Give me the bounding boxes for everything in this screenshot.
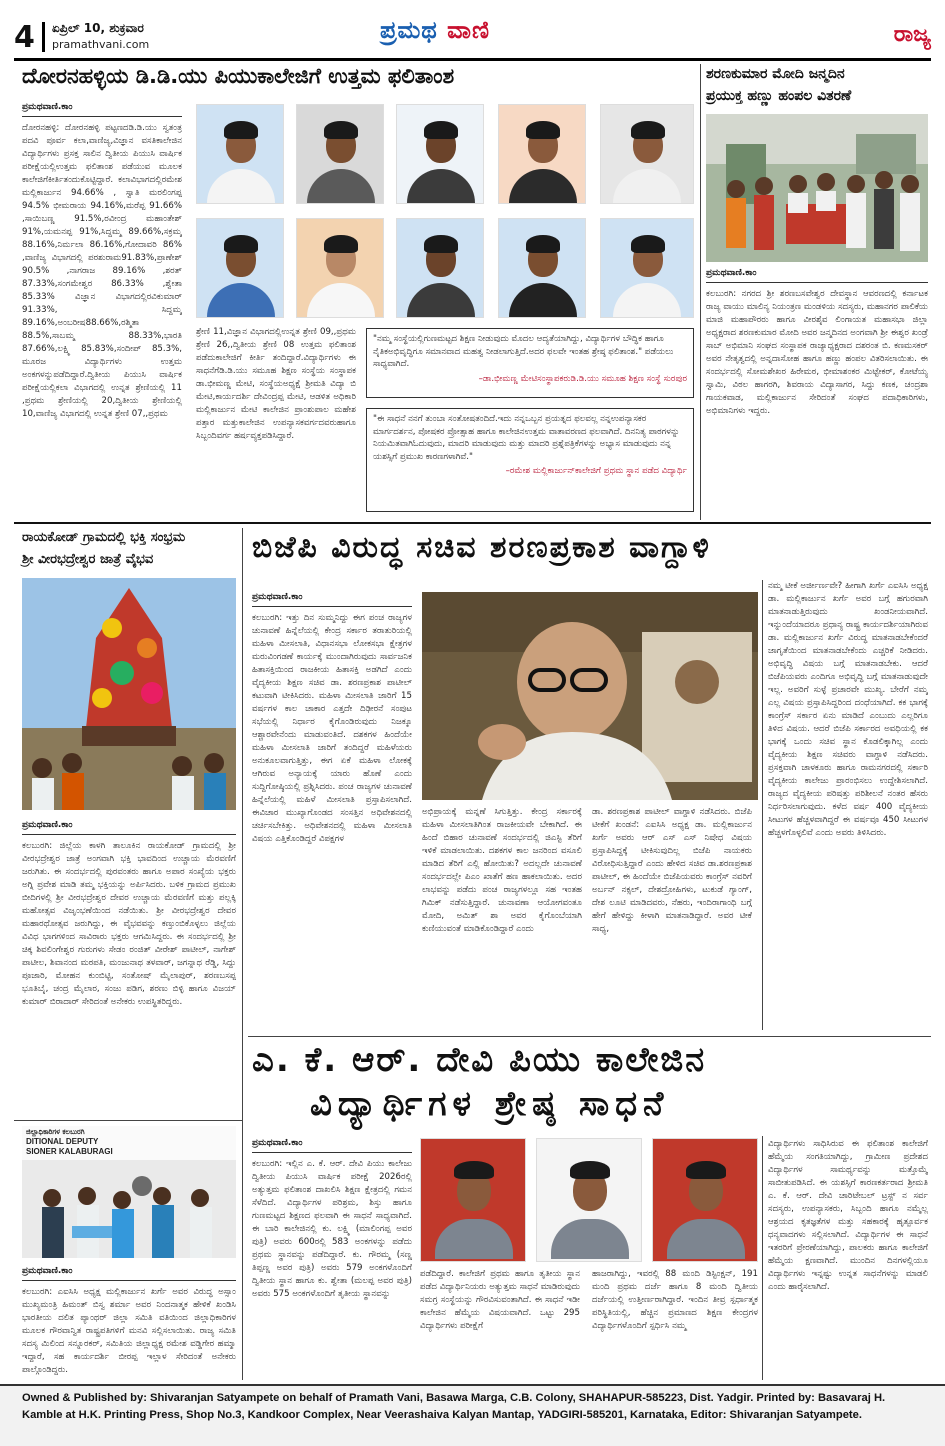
story1-body: ದೋರನಹಳ್ಳಿ: ದೋರನಹಳ್ಳಿ ಪಟ್ಟಣದಡಿ.ಡಿ.ಯು ಸ್ವತಂತ್ರ ಪದವಿ ಪೂರ್ವ ಕಲಾ,ವಾಣಿಜ್ಯ,ವಿಜ್ಞಾನ ವಸತಿಕಾಲೇಜಿನ ವಿದ್ಯಾರ್ಥಿಗಳು ಪ್ರಸಕ್ತ ಸಾಲಿನ ದ್ವಿತೀಯ ಪಿಯುಸಿ ವಾರ್ಷಿಕ ಪರೀಕ್ಷೆಯಲ್ಲಿಉತ್ತಮ ಫಲಿತಾಂಶ ಪಡೆಯುವ ಮೂಲಕ ಕಾಲೇಜಿಗೆಕೀರ್ತಿತಂದುಕೊಟ್ಟಿದ್ದಾರೆ. ಕಲಾವಿಭಾಗದಲ್ಲಿರಮೇಶ ಮಲ್ಲಿಕಾರ್ಜುನ 94.66% , ಸ್ವಾತಿ ಮರಲಿಂಗಪ್ಪ 94.5% ಭೀಮರಾಯ 94.16%,ಮರೆಪ್ಪ 91.66% ,ಸಾಯಿಬಣ್ಣ 91.5%,ರವೀಂದ್ರ ಮಹಾಂತೇಶ್ 91%,ಯಮನಪ್ಪ 91%,ಸಿದ್ದಮ್ಮ 89.66%,ಸಕ್ರಮ್ಮ 88.16%,ನಿರ್ಮಲಾ 86.16%,ಗೋದಾವರಿ 86% ,ವಾಣಿಜ್ಯ ವಿಭಾಗದಲ್ಲಿ ಪರಶುರಾಮ91.83%,ಪ್ರಾಣೇಶ್ 90.5% ,ನಾಗರಾಜ 89.16% ,ಶರತ್ 87.33%,ಸಂಗಮೇಶ್ವರ 86.33% ,ಶ್ವೇತಾ 85.33% ವಿಜ್ಞಾನ ವಿಭಾಗದಲ್ಲಿರವಿಕುಮಾರ್ 91.33%, ಸಿದ್ದಮ್ಮ 89.16%,ಅಂಬರೀಷ88.66%,ರಶ್ಮಿತಾ 88.5%,ಸಾಬಮ್ಮ 88.33%,ಭಾರತಿ 87.66%,ಲಕ್ಷ್ಮಿ 85.83%,ಸಂದೀಪ್ 85.3%, ಮೂರಜ ವಿದ್ಯಾರ್ಥಿಗಳು ಉತ್ತಮ ಅಂಕಗಳನ್ನುಪಡೆದಿದ್ದಾರೆ.ದ್ವಿತೀಯ ಪಿಯುಸಿ ವಾರ್ಷಿಕ ಪರೀಕ್ಷೆಯಲ್ಲಿಕಲಾ ವಿಭಾಗದಲ್ಲಿ ಉನ್ನತ ಶ್ರೇಣಿಯಲ್ಲಿ 11 ,ಪ್ರಥಮ ಶ್ರೇಣಿಯಲ್ಲಿ 20,ದ್ವಿತೀಯ ಶ್ರೇಣಿಯಲ್ಲಿ 10,ವಾಣಿಜ್ಯ ವಿಭಾಗದಲ್ಲಿ ಉನ್ನತ ಶ್ರೇಣಿ 07,,ಪ್ರಥಮ [22, 123, 182, 419]
story3-byline: ಪ್ರಮಥವಾಣಿ.ಕಾಂ [22, 820, 73, 830]
story6-body: ಕಲಬುರಗಿ: ಎಐಸಿಸಿ ಅಧ್ಯಕ್ಷ ಮಲ್ಲಿಕಾರ್ಜುನ ಖರ್ಗೆ ಅವರ ವಿರುದ್ಧ ಅಸ್ಸಾಂ ಮುಖ್ಯಮಂತ್ರಿ ಹಿಮಂತ್ ಬಿಸ್ವ ಶರ್ಮಾ ಅವರ ನಿಂದನಾತ್ಮಕ ಹೇಳಿಕೆ ಖಂಡಿಸಿ ಭಾರತೀಯ ದಲಿತ ಪ್ಯಾಂಥರ್ ಜಿಲ್ಲಾ ಸಮಿತಿ ವತಿಯಿಂದ ಜಿಲ್ಲಾಧಿಕಾರಿಗಳ ಮೂಲಕ ಗೌರವಾನ್ವಿತ ರಾಷ್ಟ್ರಪತಿಗಳಿಗೆ ಮನವಿ ಸಲ್ಲಿಸಲಾಯಿತು. ರಾಜ್ಯ ಸಮಿತಿ ಸದಸ್ಯ ಮಿಲಿಂದ ಸನ್ನೂರಕರ್, ಸಮಿತಿಯ ಜಿಲ್ಲಾಧ್ಯಕ್ಷ ರಮೇಶ ವಡ್ಡಿಗೇರ ಹಮ್ಮಾ ಇದ್ದಾರೆ, ಸಹ ಕಾರ್ಯದರ್ಶಿ ಬೀರಪ್ಪ ಇಲ್ಲಾಳ ಸೇರಿದಂತೆ ಅನೇಕರು ಪಾಲ್ಗೊಂಡಿದ್ದರು. [22, 1287, 236, 1375]
story4-byline-rule [252, 606, 412, 607]
student-photo [296, 104, 384, 204]
story4-col3: ಡಾ. ಶರಣಪ್ರಕಾಶ ಪಾಟೀಲ್ ವಾಗ್ದಾಳಿ ನಡೆಸಿದರು. ಬಿಜೆಪಿ ಟೀಕೆಗೆ ಖಂಡನೆ: ಎಐಸಿಸಿ ಅಧ್ಯಕ್ಷ ಡಾ. ಮಲ್ಲಿಕಾರ್ಜುನ ಖರ್ಗೆ ಅವರು ಆರ್ ಎಸ್ ಎಸ್ ನಿಷೇಧ ವಿಷಯ ಪ್ರಸ್ತಾಪಿಸಿದ್ದಕ್ಕೆ ಟೀಕಿಸುವುದಿಲ್ಲ ಬಿಜೆಪಿ ನಾಯಕರು ವಿರೋಧಿಸುತ್ತಿದ್ದಾರೆ ಎಂದು ಹೇಳಿದ ಸಚಿವ ಡಾ.ಶರಣಪ್ರಕಾಶ ಪಾಟೀಲ್, ಈ ಹಿಂದೆಯೇ ಬಿಜೆಪಿಯವರು ಕಾಂಗ್ರೆಸ್ ನವರಿಗೆ ಅರ್ಬನ್ ನಕ್ಸಲ್, ದೇಶದ್ರೋಹಿಗಳು, ಟುಕುಡೆ ಗ್ಯಾಂಗ್, ದೇಶ ಲೂಟಿ ಮಾಡಿದವರು, ನೆಹರು, ಇಂದಿರಾಗಾಂಧಿ ಬಗ್ಗೆ ಹೇಗೆ ಹೇಳಿದ್ದು ಕೀಳಾಗಿ ಮಾತನಾಡಿದ್ದಾರೆ. ಅವರ ಟೀಕೆ ಸಾಧ್ಯ, [592, 807, 752, 934]
newspaper-logo [380, 16, 490, 44]
website-link[interactable]: pramathvani.com [52, 38, 150, 51]
crowd-illustration [706, 114, 928, 262]
student-photo [536, 1138, 642, 1262]
story1-headline: ದೋರನಹಳ್ಳಿಯ ಡಿ.ಡಿ.ಯು ಪಿಯುಕಾಲೇಜಿಗೆ ಉತ್ತಮ ಫಲಿತಾಂಶ [22, 64, 455, 88]
student-photo [652, 1138, 758, 1262]
student-photo [600, 218, 694, 318]
quote-signature: –ರಮೇಶ ಮಲ್ಲಿಕಾರ್ಜುನ್‌ಕಾಲೇಜಿಗೆ ಪ್ರಥಮ ಸ್ಥಾನ ಪಡೆದ ವಿದ್ಯಾರ್ಥಿ [505, 466, 687, 476]
story5-byline: ಪ್ರಮಥವಾಣಿ.ಕಾಂ [252, 1138, 303, 1148]
student-photo [396, 104, 484, 204]
minister-illustration [422, 592, 758, 800]
minister-photo [422, 592, 758, 800]
story1-quote-student [366, 408, 694, 512]
story1-body-continued: ಶ್ರೇಣಿ 11,ವಿಜ್ಞಾನ ವಿಭಾಗದಲ್ಲಿಉನ್ನತ ಶ್ರೇಣಿ 09,,ಪ್ರಥಮ ಶ್ರೇಣಿ 26,,ದ್ವಿತೀಯ ಶ್ರೇಣಿ 08 ಉತ್ತಮ ಫಲಿತಾಂಶ ಪಡೆದುಕಾಲೇಜಿಗೆ ಕೀರ್ತಿ ತಂದಿದ್ದಾರೆ.ವಿದ್ಯಾರ್ಥಿಗಳು ಈ ಸಾಧನೆಗೆಡಿ.ಡಿ.ಯು ಸಮೂಹ ಶಿಕ್ಷಣ ಸಂಸ್ಥೆಯ ಸಂಸ್ಥಾಪಕ ಡಾ.ಭೀಮಣ್ಣ ಮೇಟಿ, ಸಂಸ್ಥೆಯಅಧ್ಯಕ್ಷೆ ಶ್ರೀಮತಿ ವಿದ್ಯಾ ಬಿ ಮೇಟಿ,ಕಾರ್ಯದರ್ಶಿ ದೇವಿಂದ್ರಪ್ಪ ಮೇಟಿ, ಆಡಳಿತ ಅಧಿಕಾರಿ ಮಲ್ಲಿಕಾರ್ಜುನ ಮೇಟಿ ಕಾಲೇಜಿನ ಪ್ರಾಂಶುಪಾಲ ಮಹೇಶ ಪತ್ತಾರ ಮತ್ತುಕಾಲೇಜಿನ ಉಪನ್ಯಾಸಕವರ್ಗದವರುಹಾಗೂ ಸಿಬ್ಬಂದಿವರ್ಗ ಹರ್ಷವ್ಯಕ್ತಪಡಿಸಿದ್ದಾರೆ. [196, 327, 356, 441]
story5-col4: ವಿದ್ಯಾರ್ಥಿಗಳು ಸಾಧಿಸಿರುವ ಈ ಫಲಿತಾಂಶ ಕಾಲೇಜಿಗೆ ಹೆಮ್ಮೆಯ ಸಂಗತಿಯಾಗಿದ್ದು, ಗ್ರಾಮೀಣ ಪ್ರದೇಶದ ವಿದ್ಯಾರ್ಥಿಗಳ ಸಾಮರ್ಥ್ಯವನ್ನು ಮತ್ತೊಮ್ಮೆ ಸಾಬೀತುಪಡಿಸಿದೆ. ಈ ಯಶಸ್ಸಿಗೆ ಕಾರಣಕರ್ತರಾದ ಶ್ರೀಮತಿ ಎ. ಕೆ. ಆರ್. ದೇವಿ ಚಾರಿಟೇಬಲ್ ಟ್ರಸ್ಟ್ ನ ಸರ್ವ ಸದಸ್ಯರು, ಉಪನ್ಯಾಸಕರು, ಸಿಬ್ಬಂದಿ ಹಾಗೂ ನಮ್ಮೆಲ್ಲ ಆಶ್ರಯದ ಕೃತಜ್ಞತೆಗಳ ಮತ್ತು ಸಹಕಾರಕ್ಕೆ ಹೃತ್ಪೂರ್ವಕ ಧನ್ಯವಾದಗಳು ಸಲ್ಲಿಸಲಾಗಿದೆ. ವಿದ್ಯಾರ್ಥಿಗಳ ಈ ಸಾಧನೆ ಇತರರಿಗೆ ಪ್ರೇರಣೆಯಾಗಿದ್ದು, ಪಾಲಕರು ಹಾಗೂ ಕಾಲೇಜಿಗೆ ಹೆಮ್ಮೆಯ ಕ್ಷಣವಾಗಿದೆ. ಮುಂದಿನ ದಿನಗಳಲ್ಲಿಯೂ ವಿದ್ಯಾರ್ಥಿಗಳು ಇನ್ನಷ್ಟು ಉನ್ನತ ಸಾಧನೆಗಳನ್ನು ಮಾಡಲಿ ಎಂದು ಹಾರೈಸಲಾಗಿದೆ. [768, 1139, 928, 1292]
page-number: 4 [14, 20, 35, 55]
story1-quote-founder [366, 328, 694, 398]
student-photo [498, 104, 586, 204]
section-divider [14, 1120, 242, 1121]
student-photo [600, 104, 694, 204]
chariot-illustration [22, 578, 236, 810]
story5-col3: ಹಾಜರಾಗಿದ್ದು, ಇವರಲ್ಲಿ 88 ಮಂದಿ ಡಿಸ್ಟಿಂಕ್ಷನ್, 191 ಮಂದಿ ಪ್ರಥಮ ದರ್ಜೆ ಹಾಗೂ 8 ಮಂದಿ ದ್ವಿತೀಯ ದರ್ಜೆಯಲ್ಲಿ ಉತ್ತೀರ್ಣರಾಗಿದ್ದಾರೆ. ಇಂದಿನ ತೀವ್ರ ಸ್ಪರ್ಧಾತ್ಮಕ ಪರಿಸ್ಥಿತಿಯಲ್ಲಿ, ಹೆಚ್ಚಿನ ಪ್ರಮಾಣದ ಶಿಕ್ಷಣ ಕೇಂದ್ರಗಳ ವಿದ್ಯಾರ್ಥಿಗಳೊಂದಿಗೆ ಸ್ಪರ್ಧಿಸಿ ನಮ್ಮ [592, 1269, 758, 1331]
story4-col1: ಕಲಬುರಗಿ: ಇತ್ತು ದಿನ ಸುಮ್ಮನಿದ್ದು ಈಗ ಪಂಚ ರಾಜ್ಯಗಳ ಚುನಾವಣೆ ಹಿನ್ನೆಲೆಯಲ್ಲಿ ಕೇಂದ್ರ ಸರ್ಕಾರ ತರಾತುರಿಯಲ್ಲಿ ಮಹಿಳಾ ಮೀಸಲಾತಿ, ವಿಧಾನಸಭಾ ಲೋಕಸಭಾ ಕ್ಷೇತ್ರಗಳ ಮರುವಿಂಗಡಣೆ ಕಾರ್ಯಕ್ಕೆ ಮುಂದಾಗಿರುವುದು ಸಾರ್ವಜನಿಕ ಹಿತಾಸಕ್ತಿಯಿಂದ ರಾಜಕೀಯ ಹಿತಾಸಕ್ತಿ ಅಡಗಿದೆ ಎಂದು ವೈದ್ಯಕೀಯ ಶಿಕ್ಷಣ ಸಚಿವ ಡಾ. ಶರಣಪ್ರಕಾಶ ಪಾಟೀಲ್ ಕಟುವಾಗಿ ಟೀಕಿಸಿದರು. ಮಹಿಳಾ ಮೀಸಲಾತಿ ಜಾರಿಗೆ 15 ವರ್ಷಗಳ ಕಾಲ ಚಾಕಾರ ಎತ್ತದೇ ದಿಢೀರನೆ ಸಂಪುಟ ಸಭೆಯಲ್ಲಿ ನಿರ್ಧಾರ ಕೈಗೊಂಡಿರುವುದು ನಿಜಕ್ಕೂ ಆಶ್ಚಾರವೇನೆಂದು ಮಾಡುವಂತಿದೆ. ದಶಕಗಳ ಹಿಂದೆಯೇ ಮಹಿಳಾ ಮೀಸಲಾತಿ ಜಾರಿಗೆ ತಂದಿದ್ದರೆ ಮಹಿಳೆಯರು ಅನುಕೂಲವಾಗುತ್ತಿತ್ತು, ಈಗ ಏಕೆ ಮಹಿಳಾ ಲೋಕಕ್ಕೆ ಆಗಿರುವ ಅನ್ಯಾಯಕ್ಕೆ ಯಾರು ಹೊಣೆ ಎಂದು ಸುದ್ದಿಗೋಷ್ಠಿಯಲ್ಲಿ ಪ್ರಶ್ನಿಸಿದರು. ಪಂಚ ರಾಜ್ಯಗಳ ಚುನಾವಣೆ ಹಿನ್ನೆಲೆಯಲ್ಲಿ ಮಹಿಳೆ ಮೀಸಲಾತಿ ಪ್ರಸ್ತಾಪಿಸಲಾಗಿದೆ. ಈವಿಚಾರ ಮುಖ್ಯಾಗೊಂಡದ ಸಂಸತ್ತಿನ ಅಧಿವೇಶನದಲ್ಲಿ ಚರ್ಚಿಸಬೇಕಿತ್ತು. ಅಧಿವೇಶನದಲ್ಲಿ ಮಹಿಳಾ ಮೀಸಲಾತಿ ವಿಷಯ ಎತ್ತಿಕೊಂಡಿದ್ದರೆ ವಿಪಕ್ಷಗಳ [252, 613, 412, 844]
section-divider [14, 522, 931, 524]
column-divider [242, 528, 243, 1380]
student-photo [498, 218, 586, 318]
story5-byline-rule [252, 1152, 412, 1153]
fruit-distribution-photo [706, 114, 928, 262]
column-divider [762, 580, 763, 1030]
issue-date: ಏಪ್ರಿಲ್ 10, ಶುಕ್ರವಾರ [52, 21, 144, 35]
story3-byline-rule [22, 834, 236, 835]
story5-headline-line1: ಎ. ಕೆ. ಆರ್. ದೇವಿ ಪಿಯು ಕಾಲೇಜಿನ [252, 1040, 707, 1080]
student-photo [296, 218, 384, 318]
column-divider [762, 1136, 763, 1380]
story3-headline-line2: ಶ್ರೀ ವೀರಭದ್ರೇಶ್ವರ ಜಾತ್ರೆ ವೈಭವ [22, 552, 154, 567]
quote-signature: –ಡಾ.ಭೀಮಣ್ಣ ಮೇಟಿಸಂಸ್ಥಾಪಕರುಡಿ.ಡಿ.ಯು ಸಮೂಹ ಶಿಕ್ಷಣ ಸಂಸ್ಥೆ ಸುರಪುರ [478, 373, 687, 384]
story6-byline-rule [22, 1280, 236, 1281]
quote-text: "ನಮ್ಮ ಸಂಸ್ಥೆಯಲ್ಲಿಗುಣಮಟ್ಟದ ಶಿಕ್ಷಣ ನೀಡುವುದು ಮೊದಲ ಆದ್ಯತೆಯಾಗಿದ್ದು, ವಿದ್ಯಾರ್ಥಿಗಳ ಬೌದ್ಧಿಕ ಹಾಗೂ ನೈತಿಕಅಭಿವೃದ್ಧಿಗೂ ಸಮಾನವಾದ ಮಹತ್ವ ನೀಡಲಾಗುತ್ತಿದೆ.ಅದರ ಫಲವೇ ಇಂತಹ ಶ್ರೇಷ್ಠ ಫಲಿತಾಂಶ." ಪಡೆಯಲು ಸಾಧ್ಯವಾಗಿದೆ. [373, 334, 674, 369]
footer-imprint: Owned & Published by: Shivaranjan Satyampete on behalf of Pramath Vani, Basawa Marga, C.B. Colony, SHAHAPUR-585223, Dist. Yadgir. Printed by: Basavaraj H. Kamble at H.K. Printing Press, Shop No.3, Kandkoor Complex, Near Veerashaiva Kalyan Mantap, YADGIRI-585201, Karnataka, Editor: Shivaranjan Satyampete. [22, 1392, 886, 1421]
story2-byline-rule [706, 282, 928, 283]
student-photo [396, 218, 484, 318]
story5-col2: ಪಡೆದಿದ್ದಾರೆ. ಕಾಲೇಜಿಗೆ ಪ್ರಥಮ ಹಾಗೂ ತೃತೀಯ ಸ್ಥಾನ ಪಡೆದ ವಿದ್ಯಾರ್ಥಿನಿಯರು ಅತ್ಯುತ್ತಮ ಸಾಧನೆ ಮಾಡಿರುವುದು ಸಮಗ್ರ ಸಂಸ್ಥೆಯನ್ನು ಗೌರವಿಸುವಂತಾಗಿದೆ. ಈ ಸಾಧನೆ ಇಡೀ ಕಾಲೇಜಿನ ಹೆಮ್ಮೆಯ ವಿಷಯವಾಗಿದೆ. ಒಟ್ಟು 295 ವಿದ್ಯಾರ್ಥಿಗಳು ಪರೀಕ್ಷೆಗೆ [420, 1269, 580, 1331]
section-label: ರಾಜ್ಯ [893, 22, 931, 47]
story3-body: ಕಲಬುರಗಿ: ಜಿಲ್ಲೆಯ ಕಾಳಗಿ ತಾಲೂಕಿನ ರಾಯಕೋಡ್ ಗ್ರಾಮದಲ್ಲಿ ಶ್ರೀ ವೀರಭದ್ರೇಶ್ವರ ಜಾತ್ರೆ ಅಂಗವಾಗಿ ಭಕ್ತಿ ಭಾವದಿಂದ ಉಚ್ಚಾಯ ಮೆರವಣಿಗೆ ಜರುಗಿತು. ಈ ಸಂದರ್ಭದಲ್ಲಿ ಪುರವಂತರು ಹಾಗೂ ಅಪಾರ ಸಂಖ್ಯೆಯ ಭಕ್ತರು ಅಗ್ನಿ ಪ್ರವೇಶ ಮಾಡಿ ತಮ್ಮ ಭಕ್ತಿಯನ್ನು ಅರ್ಪಿಸಿದರು. ಬಳಿಕ ಗ್ರಾಮದ ಪ್ರಮುಖ ಬೀದಿಗಳಲ್ಲಿ ಶ್ರೀ ವೀರಭದ್ರೇಶ್ವರ ದೇವರ ಉಚ್ಚಾಯ ಮೆರವಣಿಗೆ ಮತ್ತು ಪಲ್ಲಕ್ಕಿ ಮಹೋತ್ಸವ ವಿಜೃಂಭಣೆಯಿಂದ ನಡೆಯಿತು. ಶ್ರೀ ವೀರಭದ್ರೇಶ್ವರ ದೇವರ ಮಹಾರಥೋತ್ಸವ ಜರುಗಿದ್ದು, ಈ ವೈಭವವನ್ನು ಕಣ್ತುಂಬಿಕೊಳ್ಳಲು ಜಿಲ್ಲೆಯ ವಿವಿಧ ಭಾಗಗಳಿಂದ ಸಾವಿರಾರು ಭಕ್ತರು ಆಗಮಿಸಿದ್ದರು. ಈ ಸಂದರ್ಭದಲ್ಲಿ ಶ್ರೀ ಚಿಕ್ಕ ಶಿವಲಿಂಗೇಶ್ವರ ಗುರುಗಳು ಸೇಡಂ ರಂಜಿತ್ ವೀರೇಶ್ ಪಾಟೀಲ್, ನಾಗೇಶ್ ಪಾಟೀಲ, ಶಿವಾನಂದ ಮಠಪತಿ, ಮಂಜುನಾಥ ತಳವಾರ್, ಜಗನ್ನಾಥ ರೆಡ್ಡಿ, ಸಿದ್ದು ಪೂಜಾರಿ, ಮೋಹನ ಕುಂಬಿಟ್ಟಿ, ಸಂತೋಷ್ ಮೈಲಾಪುರ್, ಶರಣಬಸಪ್ಪ ಭೂತಿಬೈ, ಚಂದ್ರ ಮೈಲಾರ, ಸಂಜು ಪಡಿಗ, ಶರಣು ಬಿಳ್ಳಿ ಹಾಗೂ ವಿಜಯ್ ಕುಮಾರ್ ಬಿರಾದಾರ್ ಸೇರಿದಂತೆ ಅನೇಕರು ಉಪಸ್ಥಿತರಿದ್ದರು. [22, 841, 236, 1007]
logo-part-2: ವಾಣಿ [447, 16, 491, 44]
quote-text: "ಈ ಸಾಧನೆ ನನಗೆ ತುಂಬಾ ಸಂತೋಷತಂದಿದೆ.ಇದು ನನ್ನಒಬ್ಬನ ಪ್ರಯತ್ನದ ಫಲವಲ್ಲ ನನ್ನಉಪನ್ಯಾಸಕರ ಮಾರ್ಗದರ್ಶನ, ಪೋಷಕರ ಪ್ರೋತ್ಸಾಹ ಹಾಗೂ ಕಾಲೇಜಿನಉತ್ತಮ ವಾತಾವರಣದ ಫಲವಾಗಿದೆ. ದಿನನಿತ್ಯ ಪಾಠಗಳನ್ನು ನಿಯಮಿತವಾಗಿಓದುವುದು, ಮಾದರಿ ಮಾಡುವುದು ಮತ್ತು ಮಾದರಿ ಪ್ರಶ್ನೆಪತ್ರಿಕೆಗಳನ್ನು ಅಭ್ಯಾಸ ಮಾಡುವುದು ನನ್ನ ಯಶಸ್ಸಿಗೆ ಪ್ರಮುಖ ಕಾರಣಗಳಾಗಿವೆ." [373, 414, 680, 462]
memorandum-photo [22, 1126, 236, 1258]
story1-byline-rule [22, 116, 182, 117]
story2-headline-line2: ಪ್ರಯುಕ್ತ ಹಣ್ಣು ಹಂಪಲ ವಿತರಣೆ [706, 88, 852, 104]
sign-line-2: DITIONAL DEPUTY [26, 1137, 99, 1146]
masthead-divider [42, 22, 45, 52]
story4-col2: ಅಭಿಪ್ರಾಯಕ್ಕೆ ಮನ್ನಣೆ ಸಿಗುತ್ತಿತ್ತು. ಕೇಂದ್ರ ಸರ್ಕಾರಕ್ಕೆ ಮಹಿಳಾ ಮೀಸಲಾತಿಗಿಂತ ರಾಜಕೀಯವೇ ಬೇಕಾಗಿದೆ. ಈ ಹಿಂದೆ ಬಿಹಾರ ಚುನಾವಣೆ ಸಂದರ್ಭದಲ್ಲಿ ಜಿಎಸ್ಟಿ ತೆರಿಗೆ ಇಳಿಕೆ ಮಾಡಲಾಯಿತು. ದಶಕಗಳ ಕಾಲ ಜನರಿಂದ ವಸೂಲಿ ಮಾಡಿದ ತೆರಿಗೆ ಎಲ್ಲಿ ಹೋಯಿತು? ಅದಲ್ಲದೇ ಚುನಾವಣೆ ಸಂದರ್ಭದಲ್ಲೇ ಪಿಎಂ ಖಾತೆಗೆ ಹಣ ಹಾಕಲಾಯಿತು. ಅದರ ಲಾಭವನ್ನು ಪಡೆದು ಪಂಚ ರಾಜ್ಯಗಳಲ್ಲೂ ಸಹ ಇಂತಹ ಗಿಮಿಕ್ ನಡೆಸುತ್ತಿದ್ದಾರೆ. ಚುನಾವಣಾ ಆಯೋಗವಂತೂ ಮೋದಿ, ಅಮಿತ್ ಶಾ ಅವರ ಕೈಗೊಂಬೆಯಾಗಿ ಕುಣಿಯುವಂತೆ ಮಾಡಿಕೊಂಡಿದ್ದಾರೆ ಎಂದು [422, 807, 582, 934]
student-photo [196, 218, 284, 318]
column-divider [700, 64, 701, 520]
story5-headline-line2: ವಿದ್ಯಾರ್ಥಿಗಳ ಶ್ರೇಷ್ಠ ಸಾಧನೆ [310, 1084, 670, 1124]
story4-byline: ಪ್ರಮಥವಾಣಿ.ಕಾಂ [252, 592, 303, 602]
story2-byline: ಪ್ರಮಥವಾಣಿ.ಕಾಂ [706, 268, 757, 278]
masthead-rule [14, 58, 931, 61]
jatre-chariot-photo [22, 578, 236, 810]
sign-line-3: SIONER KALABURAGI [26, 1147, 113, 1156]
story4-col4: ನಮ್ಮ ಟೀಕೆ ಅರ್ಜೀರ್ಣವೇ? ಹೀಗಾಗಿ ಖರ್ಗೆ ಎಐಸಿಸಿ ಅಧ್ಯಕ್ಷ ಡಾ. ಮಲ್ಲಿಕಾರ್ಜುನ ಖರ್ಗೆ ಅವರ ಬಗ್ಗೆ ಹಗುರವಾಗಿ ಮಾತನಾಡುತ್ತಿರುವುದು ಖಂಡನೀಯವಾಗಿದೆ. ಇನ್ನುಂದೆಯಾದರೂ ಪ್ರಧಾನ್ಯ ರಾಷ್ಟ್ರ ಕಾರ್ಯದರ್ಶಿಯಾಗಿರುವ ಡಾ. ಮಲ್ಲಿಕಾರ್ಜುನ ಖರ್ಗೆ ವಿರುದ್ಧ ಮಾತನಾಡಬೇಕೆಂದರೆ ಜಾಗೃತೆಯಿಂದ ಮಾತನಾಡಬೇಕೆಂದು ಎಚ್ಚರಿಕೆ ನೀಡಿದರು. ಅಭಿವೃದ್ಧಿ ವಿಷಯ ಬಗ್ಗೆ ಮಾತನಾಡಬೇಕು. ಆದರೆ ಬಿಜೆಪಿಯವರು ಎಂದಿಗೂ ಅಭಿವೃದ್ಧಿ ಬಗ್ಗೆ ಮಾತನಾಡುವುದೇ ಇಲ್ಲ. ಅವರಿಗೆ ಸುಳ್ಳೆ ಪ್ರಚಾರವೇ ಮುಖ್ಯ. ಬೇರೆಗೆ ನಮ್ಮ ಎಲ್ಲ ವಿಷಯ ಪ್ರಸ್ತಾಪಿಸಿದ್ದರಿಂದ ದಂಧೆಯಾಗಿದೆ. ಕಕ ಭಾಗಕ್ಕೆ ಕಾಂಗ್ರೆಸ್ ಸರ್ಕಾರ ಏನು ಮಾಡಿದೆ ಎಂಬುದು ಎಲ್ಲರಿಗೂ ತಿಳಿದ ವಿಷಯ. ಆದರೆ ಬಿಜೆಪಿ ಸರ್ಕಾರದ ಅವಧಿಯಲ್ಲಿ ಕಕ ಭಾಗಕ್ಕೆ ಒಂದು ಸಚಿವ ಸ್ಥಾನ ಕೊಡಲಿಕ್ಕಾಗಿಲ್ಲ ಎಂದು ವೈದ್ಯಕೀಯ ಶಿಕ್ಷಣ ಸಚಿವರು ವಾಗ್ದಾಳಿ ನಡೆಸಿದರು. ಪ್ರಸಕ್ತವಾಗಿ ಚಾಳಕೂರು ಹಾಗೂ ರಾಮನಗರದಲ್ಲಿ ಸರ್ಕಾರಿ ವೈದ್ಯಕೀಯ ಕಾಲೇಜು ಪ್ರಾರಂಭಿಸಲು ಉದ್ದೇಶಿಸಲಾಗಿದೆ. ರಾಜ್ಯದ ವೈದ್ಯಕೀಯ ಪರಿಷತ್ತು ಪರಿಶೀಲನೆ ನಂತರ ಹೆಸರು ನಿರ್ಧರಿಸಲಾಗುವುದು. ಕಳೆದ ವರ್ಷ 400 ವೈದ್ಯಕೀಯ ಸೀಟುಗಳ ಹೆಚ್ಚಳವಾಗಿದ್ದರೆ ಈ ವರ್ಷವೂ 450 ಸೀಟುಗಳ ಹೆಚ್ಚಳಗೊಳ್ಳಲಿವೆ ಎಂದು ಅವರು ತಿಳಿಸಿದರು. [768, 581, 928, 838]
student-photo [420, 1138, 526, 1262]
story2-body: ಕಲಬುರಗಿ: ನಗರದ ಶ್ರೀ ಶರಣಬಸವೇಶ್ವರ ದೇವಸ್ಥಾನ ಆವರಣದಲ್ಲಿ ಕರ್ನಾಟಕ ರಾಜ್ಯ ವಾಯು ಮಾಲಿನ್ಯ ನಿಯಂತ್ರಣ ಮಂಡಳಿಯ ಸದಸ್ಯರು, ಮಹಾನಗರ ಪಾಲಿಕೆಯ ಮಾಜಿ ಮಹಾಪೌರರು ಹಾಗೂ ವೀರಶೈವ ಲಿಂಗಾಯತ ಮಹಾಸಭಾ ಜಿಲ್ಲಾ ಅಧ್ಯಕ್ಷರಾದ ಶರಣಕುಮಾರ ಮೋದಿ ಅವರ ಜನ್ಮದಿನದ ಅಂಗವಾಗಿ ಶ್ರೀ ಈಶ್ವರ ಖಂಡ್ರೆ ಸಾಬ್ ಅಭಿಮಾನಿ ಸಂಘದ ಸಂಸ್ಥಾಪಕ ರಾಜ್ಯಾಧ್ಯಕ್ಷರಾದ ದಶರಂತ ಬಿ. ಕಣಮಸಕರ್ ಅವರ ನೇತೃತ್ವದಲ್ಲಿ ಅನ್ನದಾಸೋಹ ಹಾಗೂ ಹಣ್ಣು ಹಂಪಲ ವಿತರಿಸಲಾಯಿತು. ಈ ಸಂದರ್ಭದಲ್ಲಿ ಸೋಮಶೇಖರ ಹಿರೇಮಠ, ಭೀಮಾಶಂಕರ ಮಿಟ್ಟೇಕರ್, ಕೋಟೆಯ್ಯ ಸ್ವಾಮಿ, ವಿಠಲ ಹಾಗರಗಿ, ಶಿವರಾಯ ವಿದ್ಯಾಸಾಗರ, ಸಿದ್ದು ಕಣಕ, ಚಂದ್ರಶಾ ಗಾಯಕವಾಡ, ಮಲ್ಲಿಕಾರ್ಜುನ ಸೇರಿದಂತೆ ಸಂಘದ ಪದಾಧಿಕಾರಿಗಳು, ಅಭಿಮಾನಿಗಳು ಇದ್ದರು. [706, 289, 928, 416]
story6-byline: ಪ್ರಮಥವಾಣಿ.ಕಾಂ [22, 1266, 73, 1276]
story1-byline: ಪ್ರಮಥವಾಣಿ.ಕಾಂ [22, 102, 73, 112]
story2-headline-line1: ಶರಣಕುಮಾರ ಮೋದಿ ಜನ್ಮದಿನ [706, 66, 845, 82]
logo-part-1: ಪ್ರಮಥ [380, 16, 438, 44]
story3-headline-line1: ರಾಯಕೋಡ್ ಗ್ರಾಮದಲ್ಲಿ ಭಕ್ತಿ ಸಂಭ್ರಮ [22, 530, 186, 545]
section-divider [248, 1036, 931, 1037]
sign-line-1: ಜಿಲ್ಲಾಧಿಕಾರಿಗಳ ಕಲಬುರಗಿ [26, 1128, 85, 1136]
story4-headline: ಬಿಜೆಪಿ ವಿರುದ್ಧ ಸಚಿವ ಶರಣಪ್ರಕಾಶ ವಾಗ್ದಾಳಿ [252, 530, 711, 565]
student-photo [196, 104, 284, 204]
story5-col1: ಕಲಬುರಗಿ: ಇಲ್ಲಿನ ಎ. ಕೆ. ಆರ್. ದೇವಿ ಪಿಯು ಕಾಲೇಜು ದ್ವಿತೀಯ ಪಿಯುಸಿ ವಾರ್ಷಿಕ ಪರೀಕ್ಷೆ 2026ರಲ್ಲಿ ಅತ್ಯುತ್ತಮ ಫಲಿತಾಂಶ ದಾಖಲಿಸಿ ಶಿಕ್ಷಣ ಕ್ಷೇತ್ರದಲ್ಲಿ ಗಮನ ಸೆಳೆದಿದೆ. ವಿದ್ಯಾರ್ಥಿಗಳ ಪರಿಶ್ರಮ, ಶಿಸ್ತು ಹಾಗೂ ಗುಣಮಟ್ಟದ ಶಿಕ್ಷಣದ ಫಲವಾಗಿ ಈ ಸಾಧನೆ ಸಾಧ್ಯವಾಗಿದೆ. ಈ ಬಾರಿ ಕಾಲೇಜಿನಲ್ಲಿ ಕು. ಲಕ್ಷ್ಮಿ (ಮಾಲಿಂಗಪ್ಪ ಅವರ ಪುತ್ರಿ) ಅವರು 600ರಲ್ಲಿ 583 ಅಂಕಗಳನ್ನು ಪಡೆದು ಪ್ರಥಮ ಸ್ಥಾನವನ್ನು ಪಡೆದಿದ್ದಾರೆ. ಕು. ಗೌರಮ್ಮ (ಸಣ್ಣ ತಿಪ್ಪಣ್ಣ ಅವರ ಪುತ್ರಿ) ಅವರು 579 ಅಂಕಗಳೊಂದಿಗೆ ದ್ವಿತೀಯ ಸ್ಥಾನ ಹಾಗೂ ಕು. ಶ್ವೇತಾ (ಮಲಪ್ಪ ಅವರ ಪುತ್ರಿ) ಅವರು 575 ಅಂಕಗಳೊಂದಿಗೆ ತೃತೀಯ ಸ್ಥಾನವನ್ನು [252, 1159, 412, 1299]
